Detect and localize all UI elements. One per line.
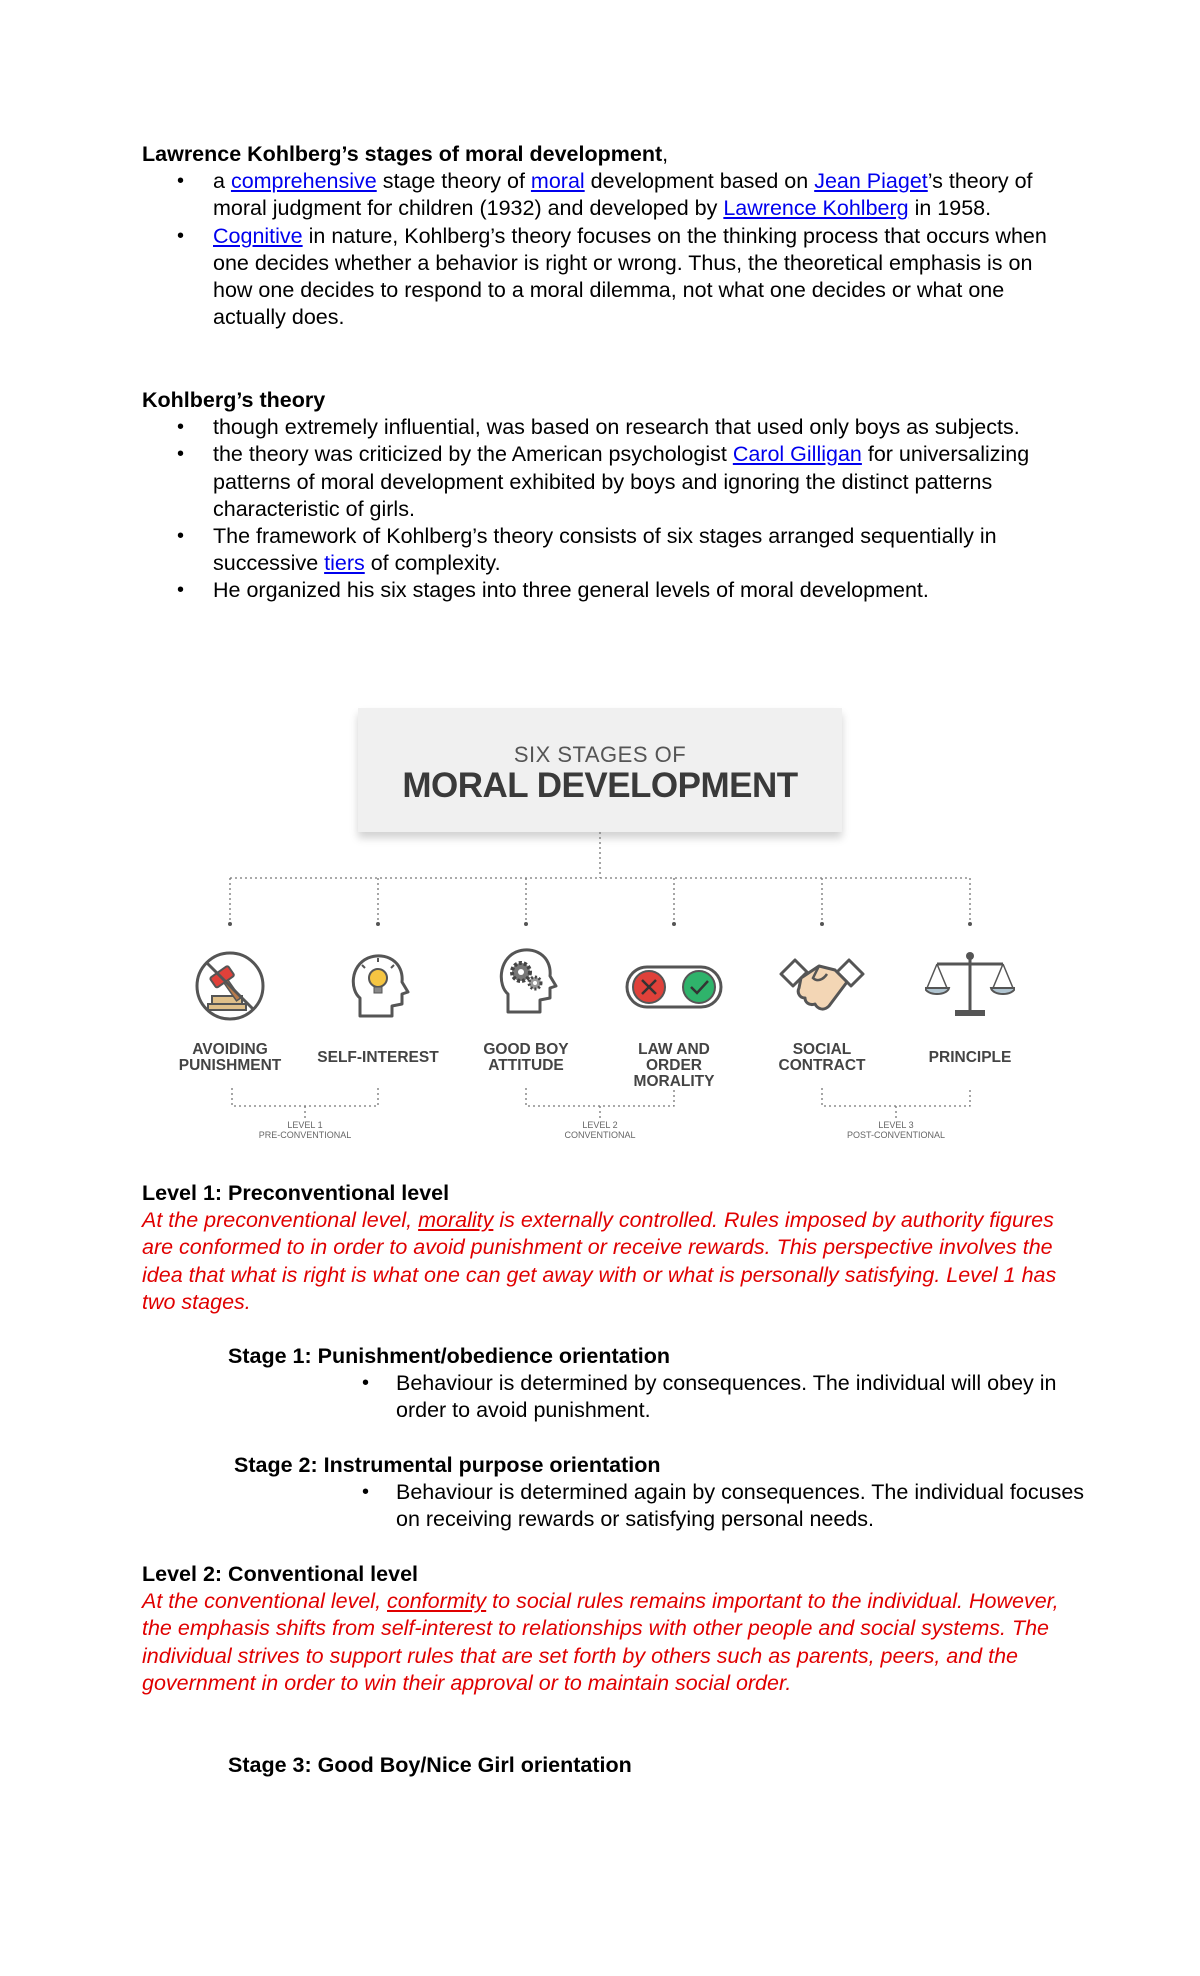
intro-heading-suffix: , — [662, 142, 669, 166]
stage-label-social-contract: SOCIAL CONTRACT — [778, 1041, 866, 1074]
theory-heading: Kohlberg’s theory — [142, 388, 326, 412]
list-item: • though extremely influential, was based on research that used only boys as subjects. — [142, 414, 1072, 441]
stage-label-law-and-order: LAW AND ORDER MORALITY — [633, 1041, 715, 1090]
level1-description: At the preconventional level, morality is externally controlled. Rules imposed by authority figures are conformed to in order to avoid punishment or receive rewards. This perspective involves the idea that what is right is what one can get away with or what is personally satisfying. Level 1 has two stages. — [142, 1208, 1057, 1314]
list-item: • Cognitive in nature, Kohlberg’s theory focuses on the thinking process that occurs when one decides whether a behavior is right or wrong. Thus, the theoretical emphasis is on how one decides to respond to a moral dilemma, not what one decides or what one actually does. — [142, 223, 1072, 332]
handshake-icon — [777, 952, 867, 1022]
list-item: • Behaviour is determined by consequences. The individual will obey in order to avoid punishment. — [396, 1370, 1096, 1424]
infographic-title: MORAL DEVELOPMENT — [402, 766, 798, 805]
level1-heading: Level 1: Preconventional level — [142, 1181, 450, 1205]
connector-lines — [170, 708, 1030, 1158]
link-lawrence-kohlberg[interactable]: Lawrence Kohlberg — [723, 196, 909, 221]
level-label-2: LEVEL 2 CONVENTIONAL — [564, 1120, 636, 1140]
link-tiers[interactable]: tiers — [324, 551, 365, 576]
level1-section — [142, 1180, 1072, 1316]
stage-label-avoiding-punishment: AVOIDING PUNISHMENT — [178, 1041, 282, 1074]
theory-section — [142, 387, 1072, 605]
intro-bullets — [142, 168, 1072, 331]
theory-bullets — [142, 414, 1072, 604]
stage2-heading: Stage 2: Instrumental purpose orientation — [234, 1453, 661, 1477]
stage-label-principle: PRINCIPLE — [928, 1049, 1012, 1066]
list-item: • He organized his six stages into three general levels of moral development. — [142, 577, 1072, 604]
wrong-right-toggle-icon — [624, 962, 724, 1012]
list-item: • The framework of Kohlberg’s theory consists of six stages arranged sequentially in successive tiers of complexity. — [142, 523, 1072, 577]
infographic-subtitle: SIX STAGES OF — [513, 742, 687, 767]
level-label-1: LEVEL 1 PRE-CONVENTIONAL — [258, 1120, 352, 1140]
stage-label-self-interest: SELF-INTEREST — [317, 1049, 439, 1066]
stage1-bullets — [396, 1370, 1096, 1424]
intro-section — [142, 141, 1072, 331]
stage3-heading: Stage 3: Good Boy/Nice Girl orientation — [228, 1753, 632, 1777]
underlined-term-conformity: conformity — [387, 1589, 487, 1614]
underlined-term-morality: morality — [418, 1208, 494, 1233]
link-moral[interactable]: moral — [530, 169, 585, 194]
intro-heading: Lawrence Kohlberg’s stages of moral development — [142, 142, 663, 166]
head-gears-icon — [486, 940, 566, 1020]
level-label-3: LEVEL 3 POST-CONVENTIONAL — [846, 1120, 945, 1140]
list-item: • a comprehensive stage theory of moral development based on Jean Piaget’s theory of moral judgment for children (1932) and developed by Lawrence Kohlberg in 1958. — [142, 168, 1072, 222]
justice-scales-icon — [925, 944, 1015, 1024]
level2-description: At the conventional level, conformity to social rules remains important to the individual. However, the emphasis shifts from self-interest to relationships with other people and social systems. The individual strives to support rules that are set forth by others such as parents, peers, and the government in order to win their approval or to maintain social order. — [142, 1589, 1059, 1695]
link-comprehensive[interactable]: comprehensive — [230, 169, 377, 194]
gavel-prohibited-icon — [190, 946, 270, 1026]
stage2-bullets — [396, 1479, 1096, 1533]
list-item: • Behaviour is determined again by consequences. The individual focuses on receiving rewards or satisfying personal needs. — [396, 1479, 1096, 1533]
stage-label-good-boy-attitude: GOOD BOY ATTITUDE — [483, 1041, 569, 1074]
list-item: • the theory was criticized by the American psychologist Carol Gilligan for universalizing patterns of moral development exhibited by boys and ignoring the distinct patterns characteristic of girls. — [142, 441, 1072, 523]
link-cognitive[interactable]: Cognitive — [213, 223, 303, 248]
link-jean-piaget[interactable]: Jean Piaget — [814, 169, 928, 194]
six-stages-infographic — [170, 708, 1030, 1158]
link-carol-gilligan[interactable]: Carol Gilligan — [732, 442, 862, 467]
stage1-heading: Stage 1: Punishment/obedience orientation — [228, 1344, 671, 1368]
head-lightbulb-icon — [338, 946, 418, 1026]
level2-heading: Level 2: Conventional level — [142, 1562, 419, 1586]
level2-section — [142, 1561, 1072, 1697]
